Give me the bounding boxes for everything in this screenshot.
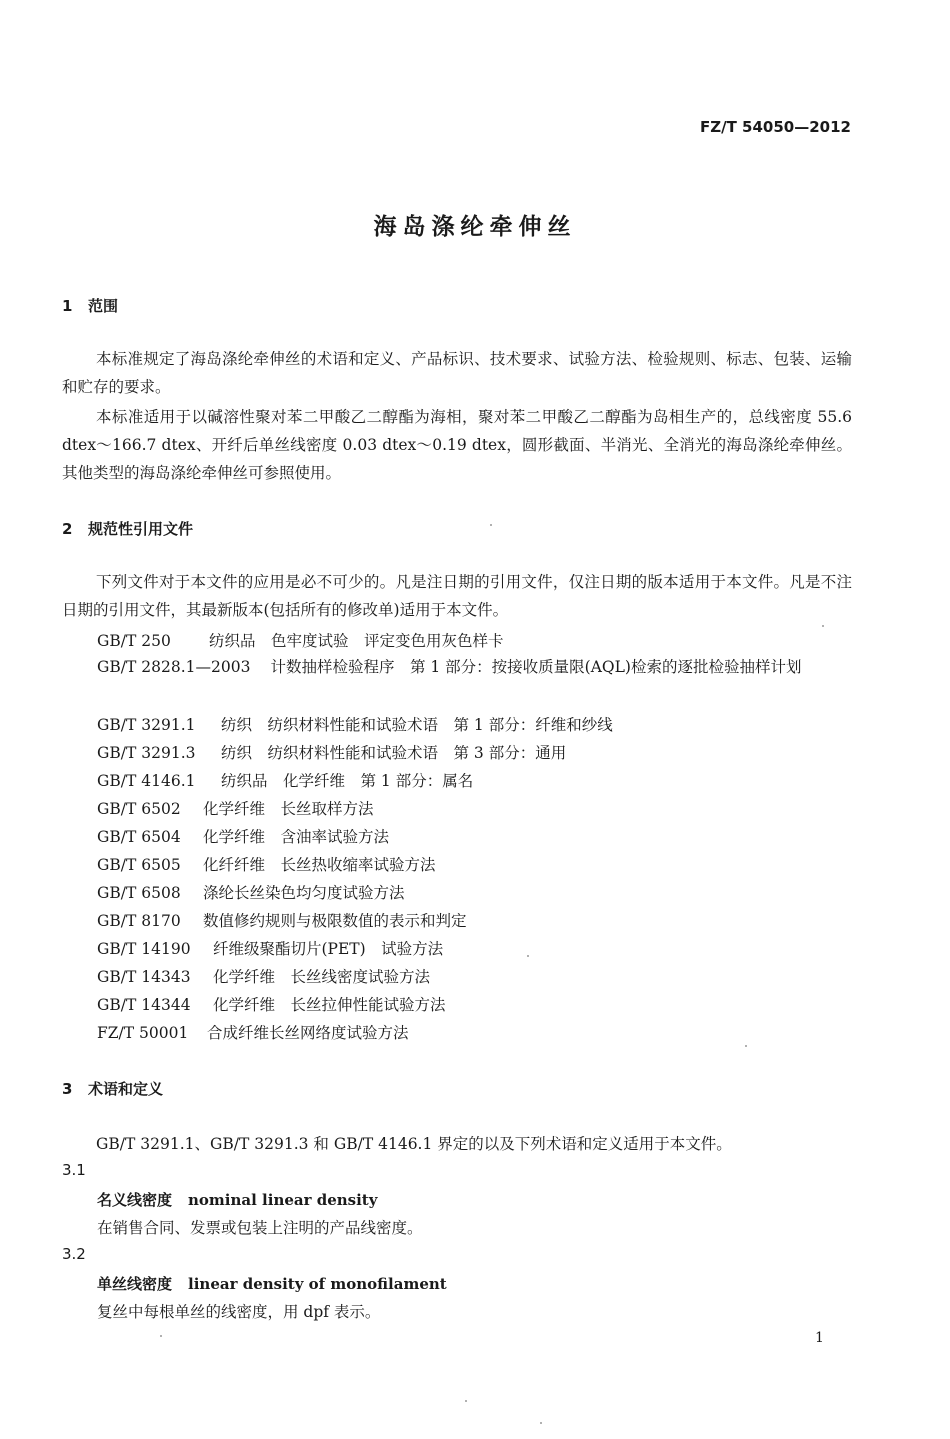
reference-code: GB/T 4146.1: [97, 772, 196, 790]
reference-title: 化学纤维 含油率试验方法: [203, 828, 390, 846]
term-number: 3.1: [62, 1161, 86, 1179]
reference-title: 数值修约规则与极限数值的表示和判定: [203, 912, 467, 930]
reference-title: 化学纤维 长丝取样方法: [203, 800, 374, 818]
reference-item: [62, 653, 852, 681]
terms-intro: GB/T 3291.1、GB/T 3291.3 和 GB/T 4146.1 界定的以及下列术语和定义适用于本文件。: [96, 1135, 732, 1153]
reference-code: GB/T 6505: [97, 856, 181, 874]
section-2-heading: [62, 518, 193, 539]
reference-item: [97, 713, 613, 735]
term-chinese: 名义线密度: [97, 1191, 173, 1209]
reference-title: 化学纤维 长丝拉伸性能试验方法: [213, 996, 446, 1014]
section-1-heading: [62, 295, 118, 316]
reference-title: 纤维级聚酯切片(PET) 试验方法: [213, 940, 444, 958]
term-number: 3.2: [62, 1245, 86, 1263]
reference-title: 计数抽样检验程序 第 1 部分：按接收质量限(AQL)检索的逐批检验抽样计划: [270, 658, 802, 676]
section-3-heading: [62, 1078, 163, 1099]
reference-title: 化纤纤维 长丝热收缩率试验方法: [203, 856, 436, 874]
term-english: nominal linear density: [188, 1191, 378, 1209]
scan-speck: [822, 625, 824, 627]
term-english: linear density of monofilament: [188, 1275, 447, 1293]
normative-intro: 下列文件对于本文件的应用是必不可少的。凡是注日期的引用文件，仅注日期的版本适用于本文件。凡是不注日期的引用文件，其最新版本(包括所有的修改单)适用于本文件。: [62, 573, 852, 619]
reference-code: GB/T 250: [97, 632, 171, 650]
reference-title: 纺织品 化学纤维 第 1 部分：属名: [221, 772, 474, 790]
reference-code: GB/T 3291.1: [97, 716, 196, 734]
section-title: 范围: [88, 297, 119, 315]
reference-code: GB/T 8170: [97, 912, 181, 930]
term-heading: [97, 1189, 377, 1210]
reference-title: 化学纤维 长丝线密度试验方法: [213, 968, 431, 986]
reference-item: [97, 853, 436, 875]
scan-speck: [527, 955, 529, 957]
scan-speck: [490, 524, 492, 526]
section-title: 术语和定义: [88, 1080, 164, 1098]
reference-item: [97, 965, 430, 987]
reference-code: GB/T 14344: [97, 996, 191, 1014]
reference-title: 纺织 纺织材料性能和试验术语 第 3 部分：通用: [221, 744, 567, 762]
reference-code: GB/T 3291.3: [97, 744, 196, 762]
term-chinese: 单丝线密度: [97, 1275, 173, 1293]
section-number: 1: [62, 297, 73, 315]
scan-speck: [160, 1335, 162, 1337]
reference-item: [97, 629, 504, 651]
scan-speck: [465, 1400, 467, 1402]
term-definition: 在销售合同、发票或包装上注明的产品线密度。: [97, 1219, 423, 1237]
section-number: 2: [62, 520, 73, 538]
reference-item: [97, 825, 389, 847]
reference-item: [97, 1021, 409, 1043]
reference-title: 纺织 纺织材料性能和试验术语 第 1 部分：纤维和纱线: [221, 716, 613, 734]
reference-code: GB/T 6504: [97, 828, 181, 846]
standard-code: FZ/T 54050—2012: [700, 118, 851, 136]
document-title: 海岛涤纶牵伸丝: [373, 214, 577, 240]
term-definition: 复丝中每根单丝的线密度，用 dpf 表示。: [97, 1303, 381, 1321]
term-heading: [97, 1273, 447, 1294]
reference-title: 合成纤维长丝网络度试验方法: [207, 1024, 409, 1042]
section-number: 3: [62, 1080, 73, 1098]
reference-code: GB/T 2828.1—2003: [97, 658, 251, 676]
reference-item: [97, 909, 467, 931]
scope-paragraph-2: 本标准适用于以碱溶性聚对苯二甲酸乙二醇酯为海相，聚对苯二甲酸乙二醇酯为岛相生产的，总线密度 55.6 dtex～166.7 dtex、开纤后单丝线密度 0.03 dtex～0.19 dtex，圆形截面、半消光、全消光的海岛涤纶牵伸丝。其他类型的海岛涤纶牵伸丝可参照使用。: [62, 408, 852, 482]
reference-code: GB/T 14190: [97, 940, 191, 958]
reference-item: [97, 797, 374, 819]
reference-title: 涤纶长丝染色均匀度试验方法: [203, 884, 405, 902]
scan-speck: [745, 1045, 747, 1047]
scan-speck: [540, 1422, 542, 1424]
reference-code: GB/T 6502: [97, 800, 181, 818]
reference-title: 纺织品 色牢度试验 评定变色用灰色样卡: [209, 632, 504, 650]
reference-code: GB/T 6508: [97, 884, 181, 902]
reference-code: GB/T 14343: [97, 968, 191, 986]
reference-code: FZ/T 50001: [97, 1024, 189, 1042]
scope-paragraph-1: 本标准规定了海岛涤纶牵伸丝的术语和定义、产品标识、技术要求、试验方法、检验规则、标志、包装、运输和贮存的要求。: [62, 350, 852, 396]
reference-item: [97, 741, 566, 763]
page-number: 1: [815, 1330, 824, 1346]
reference-item: [97, 993, 446, 1015]
reference-item: [97, 769, 473, 791]
reference-item: [97, 881, 405, 903]
section-title: 规范性引用文件: [88, 520, 194, 538]
reference-item: [97, 937, 443, 959]
